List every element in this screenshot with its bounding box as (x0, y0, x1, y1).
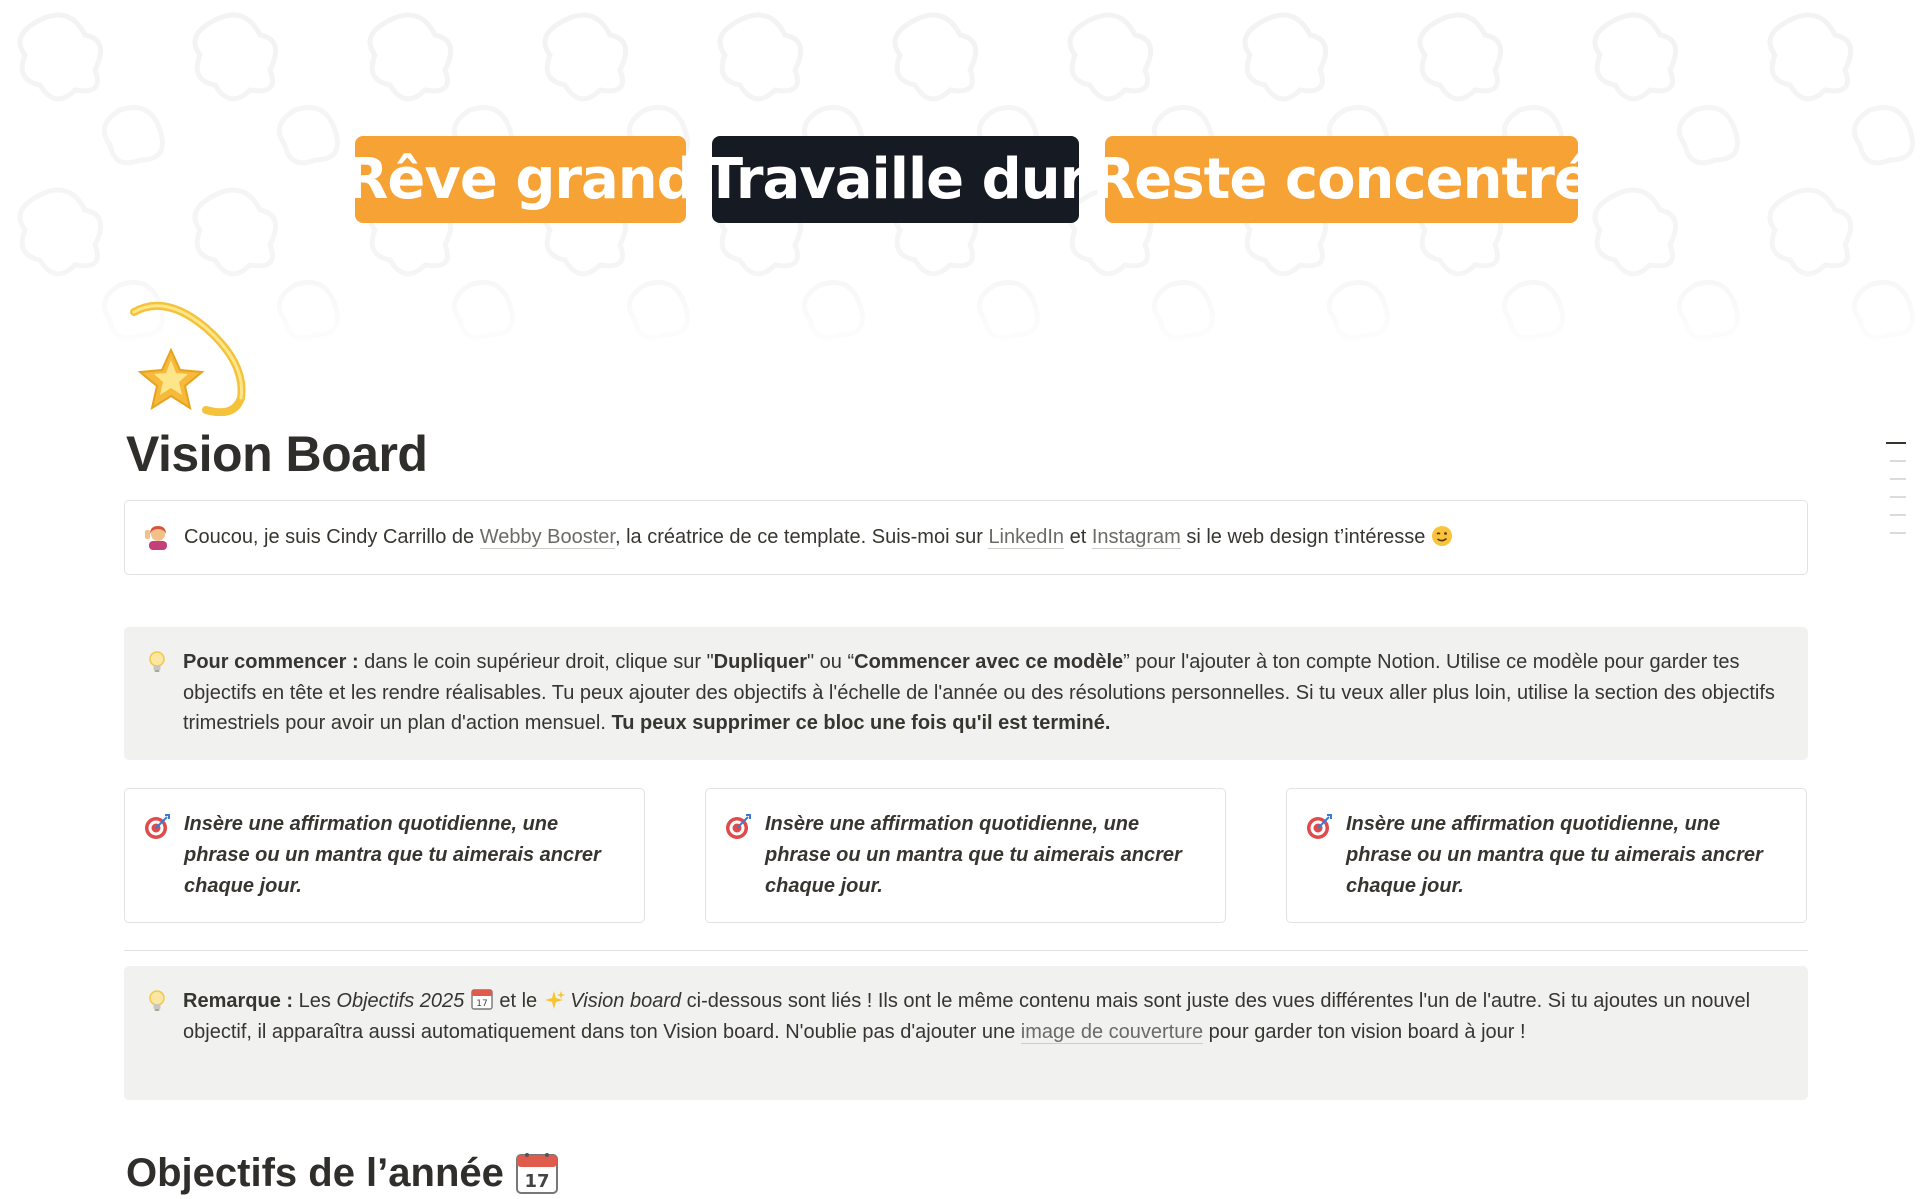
note-text (183, 986, 1786, 1047)
tip-text-2: " ou “ (807, 651, 855, 673)
tip-bold-dupliquer: Dupliquer (713, 651, 808, 673)
affirmation-card-3[interactable] (1286, 788, 1807, 923)
note-text-3: ci-dessous sont liés ! Ils ont le même contenu mais sont juste des vues différentes l'un de l'autre. Si tu ajoutes un nouvel objectif, il apparaîtra aussi automatiquement dans ton Vision board. N'oublie pas d'ajouter une (183, 990, 1751, 1043)
toc-item[interactable] (1890, 514, 1906, 516)
toc-item[interactable] (1890, 532, 1906, 534)
lightbulb-icon (144, 988, 170, 1014)
intro-text (184, 522, 1785, 553)
note-link-objectifs[interactable]: Objectifs 2025 (336, 990, 465, 1012)
link-webby-booster[interactable]: Webby Booster (479, 526, 615, 548)
divider (124, 950, 1808, 951)
toc-item[interactable] (1890, 478, 1906, 480)
tip-callout (124, 627, 1808, 760)
lightbulb-icon (144, 649, 170, 675)
affirmation-card-2[interactable] (705, 788, 1226, 923)
toc-item[interactable] (1886, 442, 1906, 444)
section-title-text: Objectifs de l’année (126, 1150, 504, 1195)
affirmation-card-1[interactable] (124, 788, 645, 923)
intro-text-2: , la créatrice de ce template. Suis-moi sur (614, 526, 989, 548)
intro-text-1: Coucou, je suis Cindy Carrillo de (184, 526, 480, 548)
calendar-icon (514, 1150, 560, 1196)
svg-text:17: 17 (476, 999, 488, 1009)
toc-item[interactable] (1890, 460, 1906, 462)
intro-text-3: et (1064, 526, 1092, 548)
affirmation-text[interactable]: Insère une affirmation quotidienne, une phrase ou un mantra que tu aimerais ancrer chaque jour. (765, 813, 1182, 897)
target-icon (143, 813, 171, 841)
winking-face-icon (1431, 525, 1453, 547)
waving-woman-icon (145, 524, 171, 550)
intro-callout (124, 500, 1808, 575)
toc-item[interactable] (1890, 496, 1906, 498)
calendar-icon (470, 987, 494, 1011)
link-image-de-couverture[interactable]: image de couverture (1020, 1020, 1204, 1043)
intro-text-4: si le web design t’intéresse (1180, 526, 1431, 548)
svg-text:17: 17 (524, 1171, 550, 1192)
target-icon (724, 813, 752, 841)
affirmation-text[interactable]: Insère une affirmation quotidienne, une phrase ou un mantra que tu aimerais ancrer chaque jour. (1346, 813, 1763, 897)
link-instagram[interactable]: Instagram (1091, 526, 1181, 548)
tip-lead: Pour commencer : (183, 651, 359, 673)
section-title-objectifs[interactable] (126, 1150, 560, 1196)
page-title[interactable]: Vision Board (126, 426, 428, 482)
affirmation-text[interactable]: Insère une affirmation quotidienne, une phrase ou un mantra que tu aimerais ancrer chaque jour. (184, 813, 601, 897)
tip-bold-commencer: Commencer avec ce modèle (854, 651, 1124, 673)
note-link-vision-board[interactable]: Vision board (570, 990, 682, 1012)
tip-text-3: ” pour l'ajouter à ton compte Notion. Utilise ce modèle pour garder tes objectifs en tête et les rendre réalisables. Tu peux ajouter des objectifs à l'échelle de l'année ou des résolutions personnelles. Si tu veux aller plus loin, utilise la section des objectifs trimestriels pour avoir un plan d'action mensuel. (183, 651, 1775, 734)
note-lead: Remarque : (183, 990, 294, 1012)
link-linkedin[interactable]: LinkedIn (988, 526, 1065, 548)
page-cover[interactable] (0, 0, 1920, 362)
tip-bold-supprimer: Tu peux supprimer ce bloc une fois qu'il est terminé. (611, 712, 1111, 734)
banner-reste-concentre: Reste concentré (1105, 136, 1578, 223)
affirmation-cards (124, 788, 1808, 923)
tip-text (183, 647, 1786, 739)
note-callout (124, 966, 1808, 1100)
note-text-1: Les (293, 990, 337, 1012)
note-text-4: pour garder ton vision board à jour ! (1203, 1020, 1526, 1043)
tip-text-1: dans le coin supérieur droit, clique sur " (358, 651, 714, 673)
shooting-star-icon[interactable] (126, 298, 246, 416)
note-text-2: et le (493, 990, 543, 1012)
banner-reve-grand: Rêve grand (355, 136, 686, 223)
sparkles-icon (543, 989, 565, 1011)
banner-travaille-dur: Travaille dur (712, 136, 1079, 223)
target-icon (1305, 813, 1333, 841)
table-of-contents-outline[interactable] (1886, 442, 1906, 550)
